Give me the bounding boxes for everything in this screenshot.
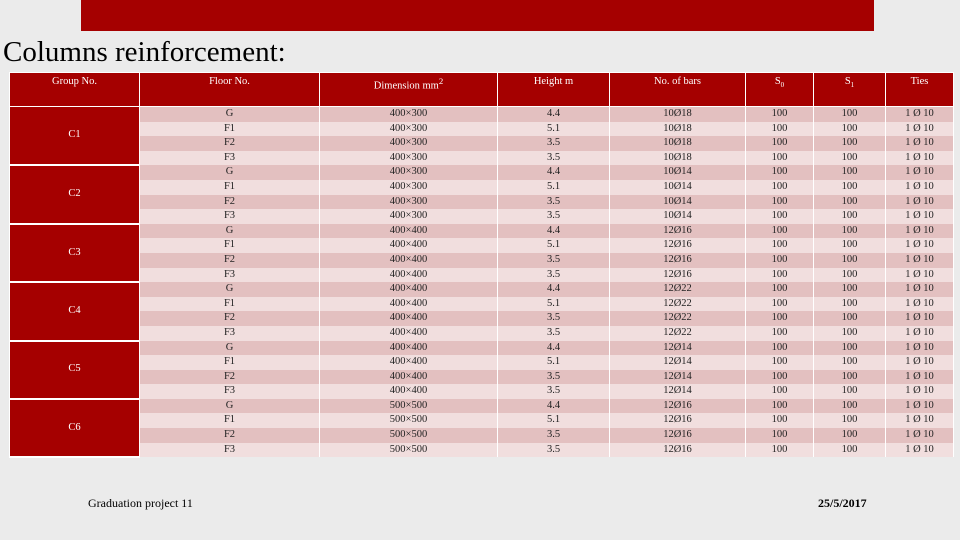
floor-cell: F1 (140, 355, 320, 370)
dimension-cell: 500×500 (320, 399, 498, 414)
table-row (10, 253, 954, 268)
s1-cell: 100 (814, 180, 886, 195)
s0-cell: 100 (746, 122, 814, 137)
dimension-cell: 500×500 (320, 443, 498, 458)
table-row (10, 355, 954, 370)
ties-cell: 1 Ø 10 (886, 195, 954, 210)
ties-cell: 1 Ø 10 (886, 268, 954, 283)
bars-cell: 10Ø14 (610, 195, 746, 210)
ties-cell: 1 Ø 10 (886, 428, 954, 443)
dimension-cell: 400×400 (320, 311, 498, 326)
group-cell: C4 (10, 282, 140, 340)
s1-cell: 100 (814, 443, 886, 458)
s0-cell: 100 (746, 151, 814, 166)
floor-cell: F2 (140, 311, 320, 326)
height-cell: 3.5 (498, 136, 610, 151)
table-row (10, 165, 954, 180)
s1-cell: 100 (814, 107, 886, 122)
bars-cell: 10Ø18 (610, 122, 746, 137)
s0-cell: 100 (746, 238, 814, 253)
ties-cell: 1 Ø 10 (886, 253, 954, 268)
table-row (10, 180, 954, 195)
table-row (10, 341, 954, 356)
group-cell: C6 (10, 399, 140, 457)
dimension-cell: 400×300 (320, 195, 498, 210)
bars-cell: 12Ø22 (610, 297, 746, 312)
height-cell: 3.5 (498, 443, 610, 458)
s0-cell: 100 (746, 443, 814, 458)
floor-cell: F1 (140, 180, 320, 195)
s0-cell: 100 (746, 428, 814, 443)
height-cell: 3.5 (498, 428, 610, 443)
s1-cell: 100 (814, 195, 886, 210)
floor-cell: F1 (140, 122, 320, 137)
bars-cell: 12Ø16 (610, 253, 746, 268)
height-cell: 5.1 (498, 122, 610, 137)
floor-cell: F2 (140, 370, 320, 385)
s1-cell: 100 (814, 151, 886, 166)
height-cell: 3.5 (498, 209, 610, 224)
s1-cell: 100 (814, 209, 886, 224)
dimension-cell: 400×300 (320, 122, 498, 137)
ties-cell: 1 Ø 10 (886, 282, 954, 297)
s1-cell: 100 (814, 326, 886, 341)
bars-cell: 10Ø18 (610, 151, 746, 166)
s1-cell: 100 (814, 428, 886, 443)
ties-cell: 1 Ø 10 (886, 399, 954, 414)
table-row (10, 311, 954, 326)
floor-cell: F2 (140, 136, 320, 151)
height-cell: 3.5 (498, 253, 610, 268)
table-row (10, 443, 954, 458)
floor-cell: F1 (140, 238, 320, 253)
bars-cell: 12Ø14 (610, 341, 746, 356)
dimension-cell: 400×300 (320, 209, 498, 224)
dimension-cell: 400×400 (320, 224, 498, 239)
s0-cell: 100 (746, 224, 814, 239)
bars-cell: 10Ø14 (610, 180, 746, 195)
s0-cell: 100 (746, 399, 814, 414)
header-group: Group No. (10, 73, 140, 107)
table-row (10, 195, 954, 210)
floor-cell: G (140, 224, 320, 239)
floor-cell: F3 (140, 209, 320, 224)
floor-cell: F2 (140, 428, 320, 443)
height-cell: 3.5 (498, 195, 610, 210)
header-bars: No. of bars (610, 73, 746, 107)
height-cell: 4.4 (498, 282, 610, 297)
s1-cell: 100 (814, 341, 886, 356)
ties-cell: 1 Ø 10 (886, 341, 954, 356)
dimension-cell: 400×400 (320, 282, 498, 297)
dimension-cell: 400×300 (320, 136, 498, 151)
s1-cell: 100 (814, 355, 886, 370)
s1-cell: 100 (814, 165, 886, 180)
ties-cell: 1 Ø 10 (886, 136, 954, 151)
dimension-cell: 400×300 (320, 107, 498, 122)
s0-cell: 100 (746, 195, 814, 210)
bars-cell: 12Ø16 (610, 224, 746, 239)
s1-cell: 100 (814, 384, 886, 399)
page-title: Columns reinforcement: (3, 36, 286, 68)
s0-cell: 100 (746, 341, 814, 356)
height-cell: 3.5 (498, 268, 610, 283)
table-row (10, 413, 954, 428)
table-row (10, 224, 954, 239)
dimension-cell: 400×400 (320, 370, 498, 385)
height-cell: 4.4 (498, 165, 610, 180)
dimension-cell: 400×300 (320, 165, 498, 180)
floor-cell: G (140, 107, 320, 122)
ties-cell: 1 Ø 10 (886, 384, 954, 399)
table-row (10, 107, 954, 122)
table-row (10, 297, 954, 312)
group-cell: C1 (10, 107, 140, 166)
floor-cell: F1 (140, 413, 320, 428)
s0-cell: 100 (746, 297, 814, 312)
height-cell: 5.1 (498, 413, 610, 428)
height-cell: 5.1 (498, 297, 610, 312)
bars-cell: 12Ø16 (610, 268, 746, 283)
s0-cell: 100 (746, 413, 814, 428)
floor-cell: F1 (140, 297, 320, 312)
ties-cell: 1 Ø 10 (886, 311, 954, 326)
table-row (10, 428, 954, 443)
s1-cell: 100 (814, 311, 886, 326)
dimension-cell: 400×400 (320, 238, 498, 253)
footer-date: 25/5/2017 (818, 496, 867, 510)
bars-cell: 10Ø14 (610, 209, 746, 224)
s0-cell: 100 (746, 311, 814, 326)
bars-cell: 12Ø16 (610, 238, 746, 253)
height-cell: 4.4 (498, 107, 610, 122)
bars-cell: 12Ø16 (610, 413, 746, 428)
s1-cell: 100 (814, 238, 886, 253)
height-cell: 5.1 (498, 238, 610, 253)
height-cell: 3.5 (498, 311, 610, 326)
bars-cell: 12Ø22 (610, 282, 746, 297)
table-row (10, 122, 954, 137)
floor-cell: G (140, 341, 320, 356)
height-cell: 3.5 (498, 370, 610, 385)
table-body (10, 107, 954, 458)
s1-cell: 100 (814, 413, 886, 428)
bars-cell: 12Ø22 (610, 311, 746, 326)
bars-cell: 12Ø14 (610, 355, 746, 370)
height-cell: 4.4 (498, 399, 610, 414)
s1-cell: 100 (814, 136, 886, 151)
bars-cell: 10Ø18 (610, 136, 746, 151)
s0-cell: 100 (746, 370, 814, 385)
dimension-cell: 400×400 (320, 297, 498, 312)
s1-cell: 100 (814, 122, 886, 137)
header-s1: $S_1$ (814, 73, 886, 107)
ties-cell: 1 Ø 10 (886, 297, 954, 312)
bars-cell: 12Ø22 (610, 326, 746, 341)
table-row (10, 151, 954, 166)
floor-cell: F3 (140, 326, 320, 341)
floor-cell: G (140, 282, 320, 297)
dimension-cell: 400×400 (320, 326, 498, 341)
dimension-cell: 400×300 (320, 151, 498, 166)
group-cell: C2 (10, 165, 140, 223)
footer-project-label: Graduation project 11 (88, 496, 193, 510)
ties-cell: 1 Ø 10 (886, 165, 954, 180)
ties-cell: 1 Ø 10 (886, 238, 954, 253)
ties-cell: 1 Ø 10 (886, 180, 954, 195)
ties-cell: 1 Ø 10 (886, 443, 954, 458)
dimension-cell: 500×500 (320, 413, 498, 428)
ties-cell: 1 Ø 10 (886, 355, 954, 370)
table-row (10, 268, 954, 283)
floor-cell: F3 (140, 151, 320, 166)
header-floor: Floor No. (140, 73, 320, 107)
bars-cell: 12Ø16 (610, 399, 746, 414)
table-row (10, 209, 954, 224)
dimension-cell: 500×500 (320, 428, 498, 443)
height-cell: 3.5 (498, 326, 610, 341)
floor-cell: G (140, 399, 320, 414)
ties-cell: 1 Ø 10 (886, 209, 954, 224)
bars-cell: 10Ø14 (610, 165, 746, 180)
header-s0: $S_0$ (746, 73, 814, 107)
table-row (10, 370, 954, 385)
s0-cell: 100 (746, 282, 814, 297)
s0-cell: 100 (746, 165, 814, 180)
bars-cell: 12Ø14 (610, 370, 746, 385)
s0-cell: 100 (746, 136, 814, 151)
table-row (10, 282, 954, 297)
s1-cell: 100 (814, 282, 886, 297)
ties-cell: 1 Ø 10 (886, 413, 954, 428)
dimension-cell: 400×300 (320, 180, 498, 195)
s1-cell: 100 (814, 253, 886, 268)
dimension-cell: 400×400 (320, 384, 498, 399)
ties-cell: 1 Ø 10 (886, 370, 954, 385)
bars-cell: 12Ø16 (610, 443, 746, 458)
height-cell: 5.1 (498, 180, 610, 195)
bars-cell: 10Ø18 (610, 107, 746, 122)
dimension-cell: 400×400 (320, 341, 498, 356)
dimension-cell: 400×400 (320, 253, 498, 268)
floor-cell: F3 (140, 384, 320, 399)
s1-cell: 100 (814, 224, 886, 239)
s0-cell: 100 (746, 326, 814, 341)
floor-cell: F2 (140, 195, 320, 210)
header-ties: Ties (886, 73, 954, 107)
s0-cell: 100 (746, 268, 814, 283)
s1-cell: 100 (814, 399, 886, 414)
floor-cell: G (140, 165, 320, 180)
table-row (10, 399, 954, 414)
header-height: Height m (498, 73, 610, 107)
dimension-cell: 400×400 (320, 268, 498, 283)
dimension-cell: 400×400 (320, 355, 498, 370)
table-header-row (10, 73, 954, 107)
ties-cell: 1 Ø 10 (886, 151, 954, 166)
ties-cell: 1 Ø 10 (886, 122, 954, 137)
table-row (10, 238, 954, 253)
ties-cell: 1 Ø 10 (886, 326, 954, 341)
s0-cell: 100 (746, 209, 814, 224)
reinforcement-table-container (9, 72, 953, 458)
s0-cell: 100 (746, 107, 814, 122)
height-cell: 3.5 (498, 151, 610, 166)
table-row (10, 384, 954, 399)
height-cell: 3.5 (498, 384, 610, 399)
s0-cell: 100 (746, 384, 814, 399)
header-dimension: Dimension $mm^2$ (320, 73, 498, 107)
ties-cell: 1 Ø 10 (886, 224, 954, 239)
table-row (10, 136, 954, 151)
ties-cell: 1 Ø 10 (886, 107, 954, 122)
group-cell: C3 (10, 224, 140, 282)
s0-cell: 100 (746, 180, 814, 195)
s0-cell: 100 (746, 355, 814, 370)
s1-cell: 100 (814, 370, 886, 385)
bars-cell: 12Ø14 (610, 384, 746, 399)
height-cell: 5.1 (498, 355, 610, 370)
s0-cell: 100 (746, 253, 814, 268)
reinforcement-table (9, 72, 954, 458)
height-cell: 4.4 (498, 341, 610, 356)
floor-cell: F2 (140, 253, 320, 268)
floor-cell: F3 (140, 268, 320, 283)
group-cell: C5 (10, 341, 140, 399)
table-row (10, 326, 954, 341)
top-banner (81, 0, 874, 31)
bars-cell: 12Ø16 (610, 428, 746, 443)
height-cell: 4.4 (498, 224, 610, 239)
s1-cell: 100 (814, 297, 886, 312)
s1-cell: 100 (814, 268, 886, 283)
floor-cell: F3 (140, 443, 320, 458)
